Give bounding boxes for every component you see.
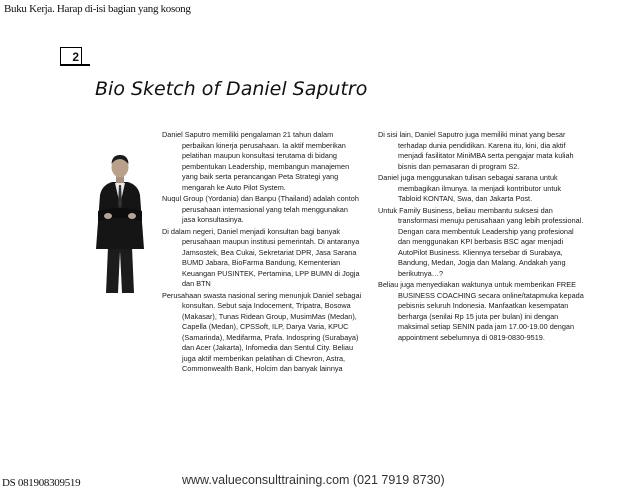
page-title: Bio Sketch of Daniel Saputro (95, 78, 368, 100)
bio-paragraph: Nuqul Group (Yordania) dan Banpu (Thailand) adalah contoh perusahaan internasional yang telah menggunakan jasa konsultasinya. (162, 194, 359, 224)
footer-contact-code: DS 081908309519 (2, 477, 81, 489)
bio-right-column (378, 130, 586, 344)
bio-paragraph: Untuk Family Business, beliau membantu suksesi dan transformasi menuju perusahaan yang lebih professional. Dengan cara membentuk Leadership yang profesional dan menggunakan KPI berbasis BSC agar menjadi AutoPilot Business. Kliennya tersebar di Surabaya, Bandung, Medan, Jogja dan Malang. Andakah yang berikutnya…? (378, 205, 584, 278)
workbook-note: Buku Kerja. Harap di-isi bagian yang kosong (4, 3, 191, 15)
bio-left-column (162, 130, 362, 376)
portrait-photo (90, 147, 150, 295)
bio-paragraph: Di dalam negeri, Daniel menjadi konsultan bagi banyak perusahaan maupun institusi pemerintah. Di antaranya Jamsostek, Bea Cukai, Sekretariat DPR, Jasa Sarana BUMD Jabara, BioFarma Bandung, Kementerian Keuangan PUSINTEK, Pertamina, LPP BUMN di Jogja dan BTN (162, 226, 360, 288)
bio-paragraph: Daniel juga menggunakan tulisan sebagai sarana untuk membagikan ilmunya. Ia menjadi kontributor untuk Tabloid KONTAN, Swa, dan Jakarta Post. (378, 173, 562, 203)
bio-paragraph: Beliau juga menyediakan waktunya untuk memberikan FREE BUSINESS COACHING secara online/tatapmuka kepada pebisnis seluruh Indonesia. Manfaatkan kesempatan berharga (senilai Rp 15 juta per bulan) ini dengan maksimal setiap SENIN pada jam 17.00-19.00 dengan appointment sebelumnya di 0819-0830-9519. (378, 280, 584, 342)
bio-paragraph: Di sisi lain, Daniel Saputro juga memiliki minat yang besar terhadap dunia pendidikan. Karena itu, kini, dia aktif menjadi fasilitator MiniMBA serta pengajar mata kuliah bisnis dan pemasaran di program S2. (378, 130, 574, 171)
footer-website[interactable]: www.valueconsulttraining.com (021 7919 8730) (182, 473, 445, 487)
page-number: 2 (60, 47, 82, 65)
bio-paragraph: Daniel Saputro memiliki pengalaman 21 tahun dalam perbaikan kinerja perusahaan. Ia aktif memberikan pelatihan maupun konsultasi terutama di bidang pembentukan Leadership, membangun manajemen yang baik serta perancangan Peta Strategi yang mengarah ke Auto Pilot System. (162, 130, 350, 192)
page-number-underline (60, 64, 90, 66)
bio-paragraph: Perusahaan swasta nasional sering menunjuk Daniel sebagai konsultan. Sebut saja Indocement, Tripatra, Bosowa (Makasar), Tunas Ridean Group, MusimMas (Medan), Capella (Medan), CPSSoft, ILP, Darya Varia, KPUC (Samarinda), Medifarma, Prafa. Indospring (Surabaya) dan Acer (Jakarta), Infomedia dan Sentul City. Beliau juga aktif memberikan pelatihan di Chevron, Astra, Commonwealth Bank, Holcim dan banyak lainnya (162, 290, 362, 373)
